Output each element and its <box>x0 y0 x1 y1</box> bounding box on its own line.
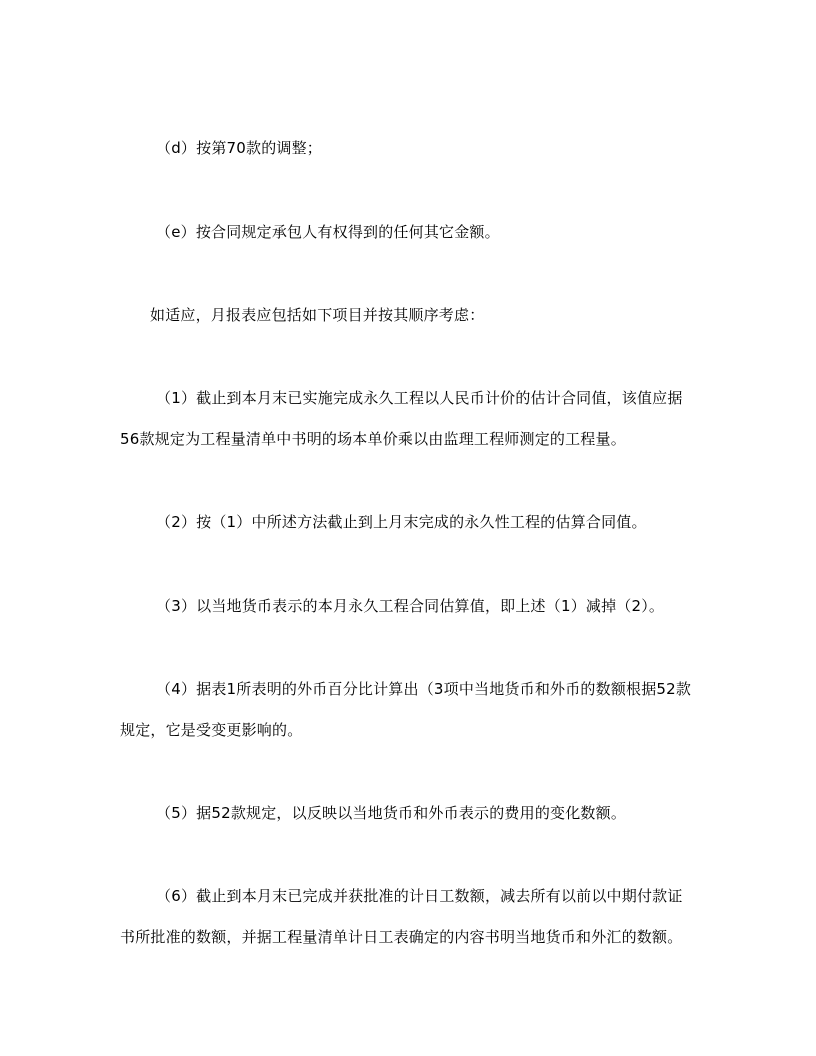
paragraph-6-line-1: （6）截止到本月末已完成并获批准的计日工数额，减去所有以前以中期付款证 <box>156 887 683 905</box>
paragraph-4-line-2: 规定，它是受变更影响的。 <box>120 721 303 739</box>
paragraph-1-line-1: （1）截止到本月末已实施完成永久工程以人民币计价的估计合同值，该值应据 <box>156 389 683 407</box>
paragraph-e: （e）按合同规定承包人有权得到的任何其它金额。 <box>156 223 500 241</box>
paragraph-2: （2）按（1）中所述方法截止到上月末完成的永久性工程的估算合同值。 <box>156 513 647 531</box>
paragraph-4-line-1: （4）据表1所表明的外币百分比计算出（3项中当地货币和外币的数额根据52款 <box>156 680 692 698</box>
paragraph-1-line-2: 56款规定为工程量清单中书明的场本单价乘以由监理工程师测定的工程量。 <box>120 430 626 448</box>
paragraph-3: （3）以当地货币表示的本月永久工程合同估算值，即上述（1）减掉（2）。 <box>156 597 665 615</box>
paragraph-5: （5）据52款规定，以反映以当地货币和外币表示的费用的变化数额。 <box>156 804 627 822</box>
paragraph-intro: 如适应，月报表应包括如下项目并按其顺序考虑： <box>150 306 485 324</box>
paragraph-6-line-2: 书所批准的数额，并据工程量清单计日工表确定的内容书明当地货币和外汇的数额。 <box>120 928 683 946</box>
paragraph-d: （d）按第70款的调整； <box>156 139 323 157</box>
